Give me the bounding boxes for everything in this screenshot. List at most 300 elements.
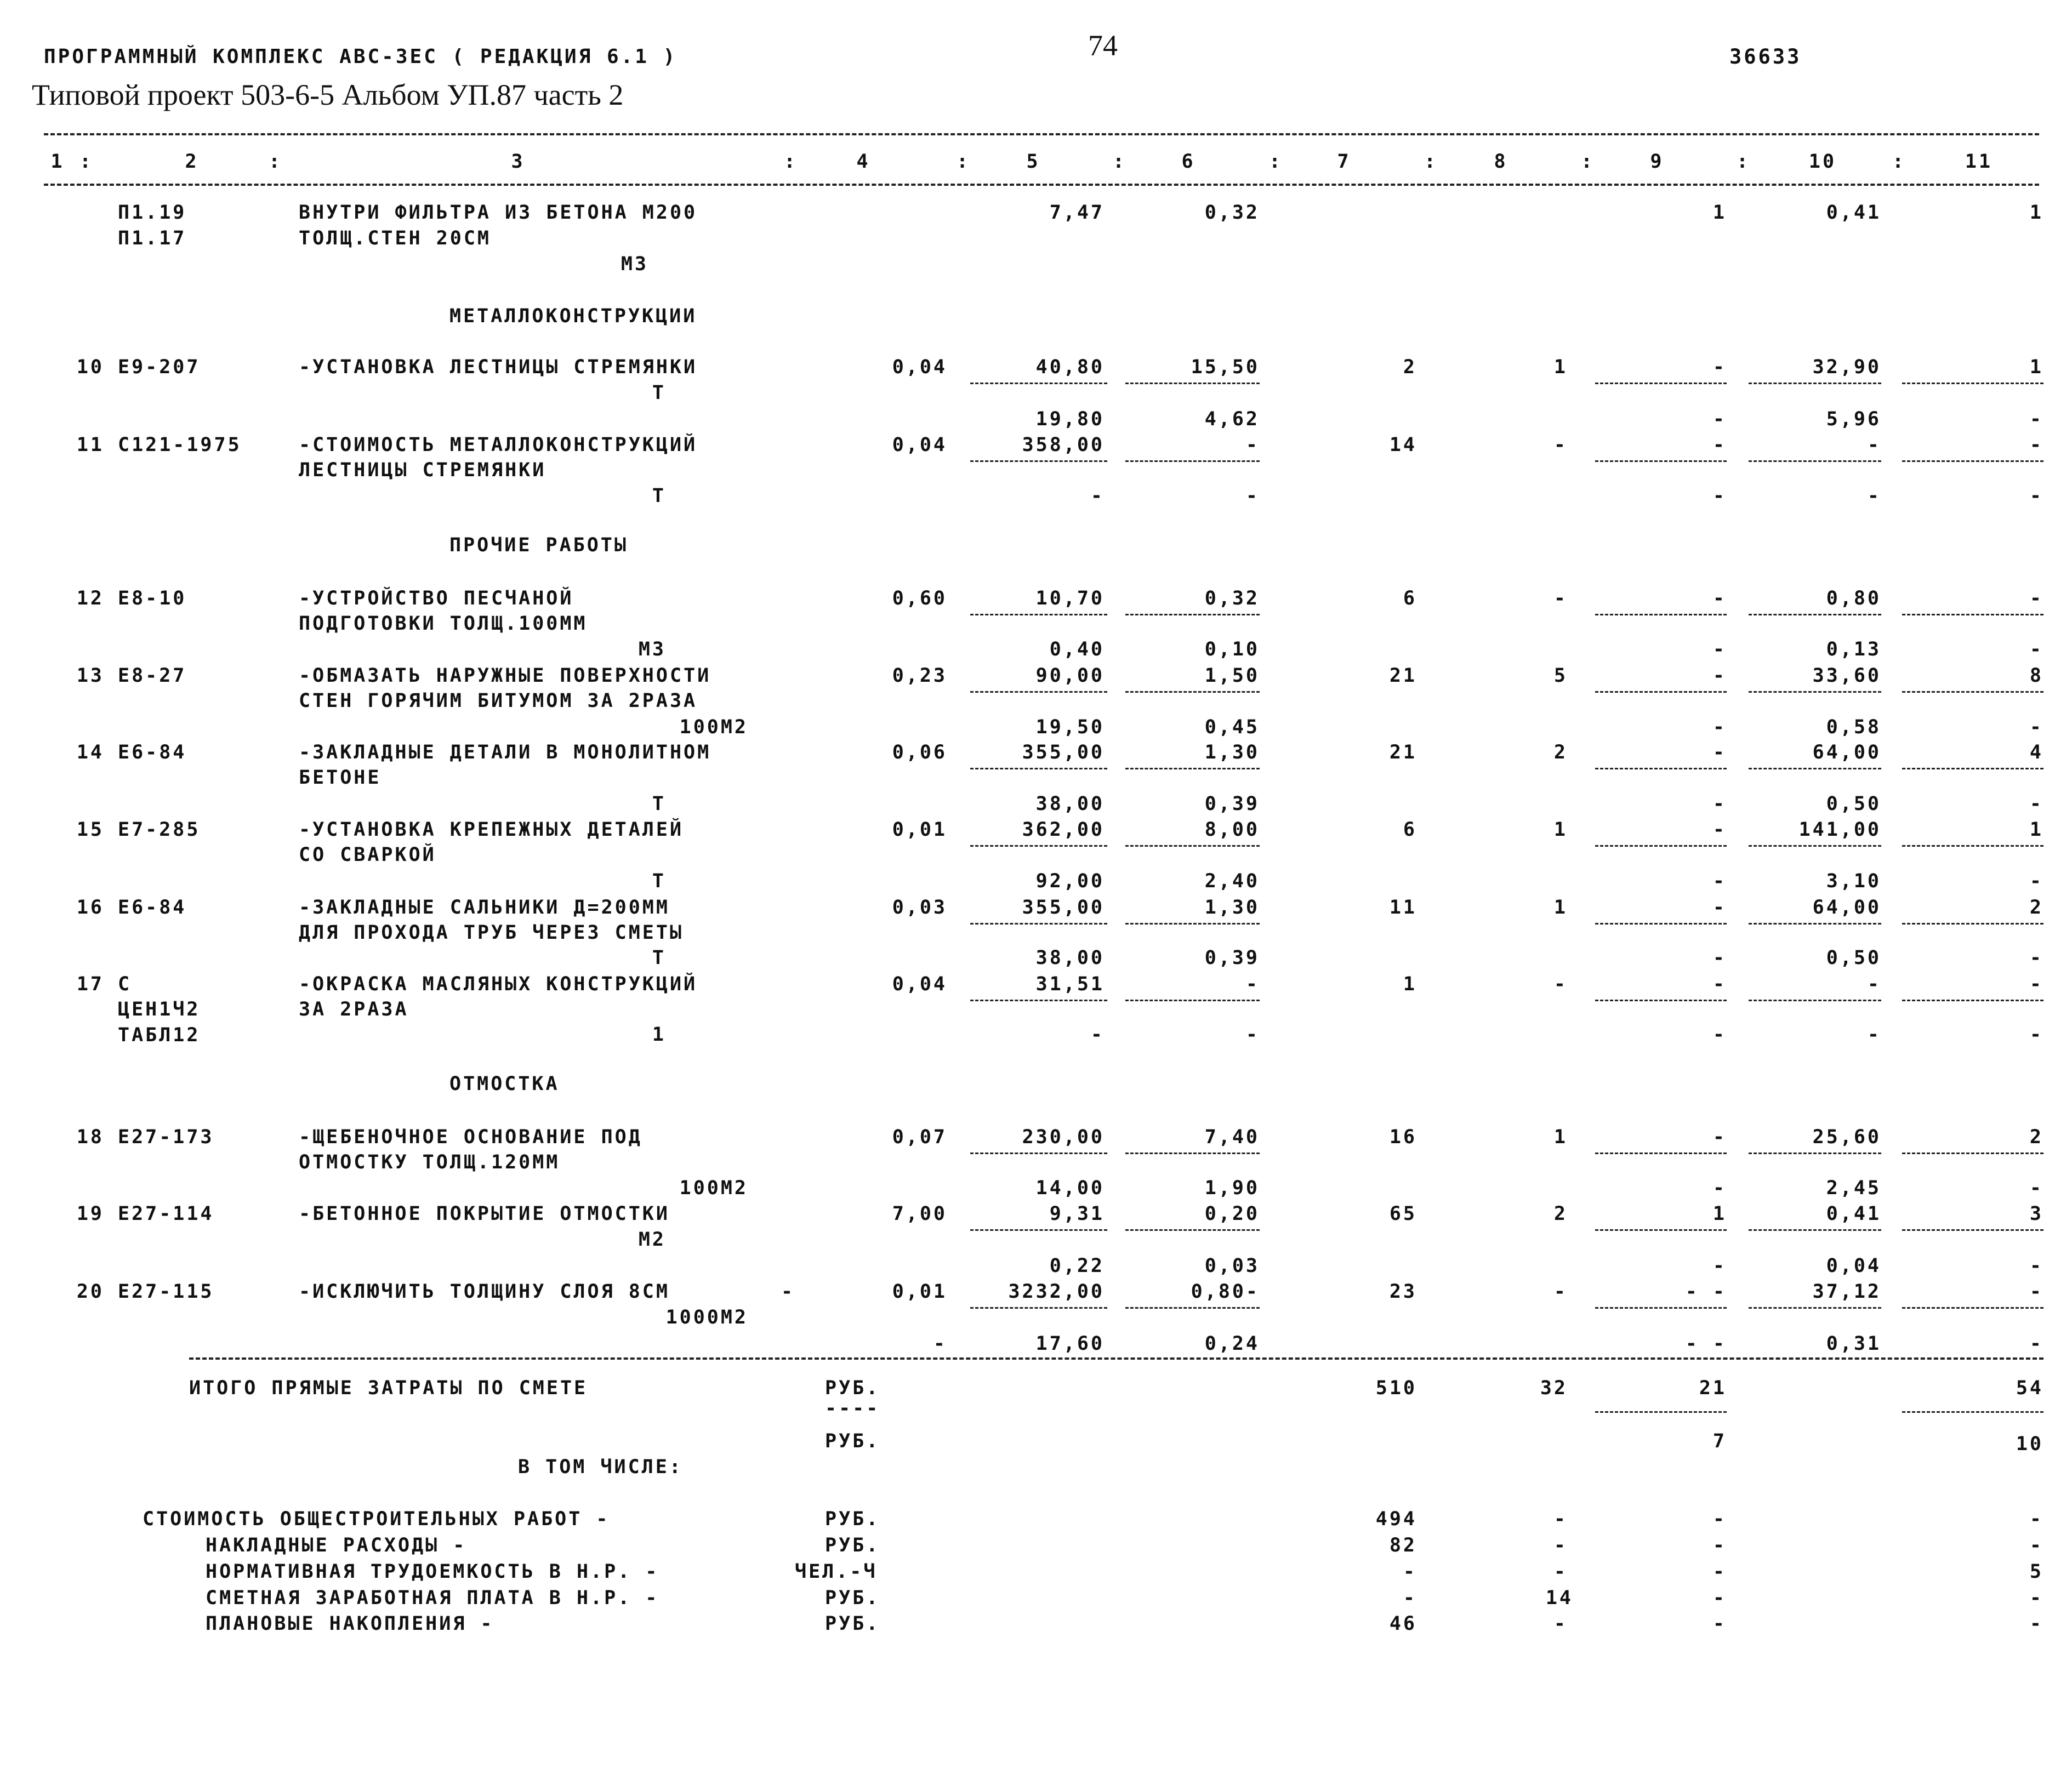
cell-sub-col11: - — [2029, 485, 2043, 507]
value-divider — [1125, 383, 1260, 384]
value-divider — [1902, 614, 2043, 615]
row-unit: 100М2 — [679, 1177, 748, 1199]
cell-col6: - — [1245, 973, 1260, 995]
header-rule-top — [44, 133, 2039, 135]
value-divider — [1749, 614, 1881, 615]
row-description: -ЗАКЛАДНЫЕ САЛЬНИКИ Д=200ММ — [299, 897, 670, 918]
cell-sub-col5: 17,60 — [1035, 1333, 1105, 1355]
cell-col6: 0,20 — [1204, 1203, 1260, 1225]
value-divider — [1595, 383, 1727, 384]
cell-col5: 355,00 — [1022, 741, 1105, 763]
cell-sub-col9: - — [1712, 870, 1727, 892]
cell-col7: 21 — [1389, 665, 1417, 687]
value-divider — [1595, 1153, 1727, 1154]
cell-col6: 0,32 — [1204, 202, 1260, 224]
column-separator: : — [269, 151, 283, 173]
cell-col5: 90,00 — [1035, 665, 1105, 687]
cell-sub-col10: 0,13 — [1826, 638, 1881, 660]
summary-label: СМЕТНАЯ ЗАРАБОТНАЯ ПЛАТА В Н.Р. - — [206, 1587, 659, 1609]
value-divider — [1595, 768, 1727, 769]
cell-sub-col5: 92,00 — [1035, 870, 1105, 892]
totals-label: ИТОГО ПРЯМЫЕ ЗАТРАТЫ ПО СМЕТЕ — [189, 1377, 588, 1399]
cell-col8: 1 — [1553, 819, 1568, 841]
cell-sub-col11: - — [2029, 1024, 2043, 1046]
row-unit: 1000М2 — [665, 1307, 748, 1328]
item-description: ВНУТРИ ФИЛЬТРА ИЗ БЕТОНА М200 — [299, 202, 698, 224]
summary-col11: 5 — [2029, 1561, 2043, 1583]
value-divider — [1902, 460, 2043, 462]
cell-sub-col9: - — [1712, 485, 1727, 507]
cell-col8: 1 — [1553, 356, 1568, 378]
cell-qty: 7,00 — [892, 1203, 947, 1225]
row-description: СО СВАРКОЙ — [299, 844, 436, 866]
value-divider — [1902, 1307, 2043, 1309]
value-divider — [970, 691, 1107, 693]
cell-col11: 8 — [2029, 665, 2043, 687]
row-description: ЛЕСТНИЦЫ СТРЕМЯНКИ — [299, 459, 547, 481]
cell-col6: 1,30 — [1204, 897, 1260, 918]
summary-label: НОРМАТИВНАЯ ТРУДОЕМКОСТЬ В Н.Р. - — [206, 1561, 659, 1583]
value-divider — [1595, 1229, 1727, 1231]
row-code: Е27-115 — [118, 1281, 214, 1303]
value-divider — [1902, 1000, 2043, 1001]
cell-col7: 6 — [1403, 819, 1417, 841]
row-description: ЗА 2РАЗА — [299, 999, 409, 1020]
column-separator: : — [1737, 151, 1751, 173]
summary-col7: 46 — [1389, 1613, 1417, 1635]
row-code: Е7-285 — [118, 819, 201, 841]
value-divider — [1125, 614, 1260, 615]
value-divider — [1902, 845, 2043, 847]
totals-col9-sub: 7 — [1712, 1430, 1727, 1452]
row-unit: 100М2 — [679, 716, 748, 738]
cell-sub-col11: - — [2029, 947, 2043, 969]
cell-col10: 141,00 — [1798, 819, 1881, 841]
cell-qty: 0,07 — [892, 1126, 947, 1148]
cell-sub-col9: - — [1712, 1024, 1727, 1046]
row-number: 11 — [76, 434, 104, 456]
totals-col11: 54 — [2016, 1377, 2043, 1399]
row-number: 14 — [76, 741, 104, 763]
cell-sub-col10: 3,10 — [1826, 870, 1881, 892]
cell-sub-col11: - — [2029, 716, 2043, 738]
cell-col8: 5 — [1553, 665, 1568, 687]
cell-sub-col6: 0,45 — [1204, 716, 1260, 738]
value-divider — [1595, 845, 1727, 847]
cell-sub-col6: 4,62 — [1204, 408, 1260, 430]
cell-col10: 0,41 — [1826, 1203, 1881, 1225]
cell-col11: 2 — [2029, 897, 2043, 918]
summary-col8: - — [1553, 1508, 1568, 1530]
value-divider — [970, 1229, 1107, 1231]
value-divider — [970, 923, 1107, 925]
row-code: Е8-10 — [118, 587, 187, 609]
cell-qty: 0,60 — [892, 587, 947, 609]
row-unit: Т — [652, 382, 666, 404]
summary-col7: - — [1403, 1587, 1417, 1609]
value-divider — [1595, 460, 1727, 462]
cell-col11: 3 — [2029, 1203, 2043, 1225]
cell-col9: - — [1712, 356, 1727, 378]
summary-unit: РУБ. — [825, 1613, 880, 1635]
cell-col7: 6 — [1403, 587, 1417, 609]
row-number: 16 — [76, 897, 104, 918]
totals-unit: РУБ. — [825, 1430, 880, 1452]
summary-col9: - — [1712, 1587, 1727, 1609]
value-divider — [1749, 1229, 1881, 1231]
cell-col5: 362,00 — [1022, 819, 1105, 841]
row-code: С — [118, 973, 132, 995]
row-number: 15 — [76, 819, 104, 841]
section-title: МЕТАЛЛОКОНСТРУКЦИИ — [449, 305, 697, 327]
row-unit: М3 — [638, 638, 666, 660]
value-divider — [1749, 383, 1881, 384]
cell-col5: 9,31 — [1049, 1203, 1105, 1225]
row-description: -ОКРАСКА МАСЛЯНЫХ КОНСТРУКЦИЙ — [299, 973, 698, 995]
column-header-5: 5 — [1026, 151, 1040, 173]
cell-sub-col9: - — [1712, 793, 1727, 815]
item-code: П1.19 — [118, 202, 187, 224]
row-code: Е9-207 — [118, 356, 201, 378]
value-divider — [1749, 1153, 1881, 1154]
cell-sub-col6: - — [1245, 485, 1260, 507]
cell-col10: - — [1867, 973, 1881, 995]
cell-col7: 1 — [1403, 973, 1417, 995]
value-divider — [1125, 460, 1260, 462]
column-header-10: 10 — [1808, 151, 1837, 173]
project-line: Типовой проект 503-6-5 Альбом УП.87 часть 2 — [32, 78, 624, 111]
value-divider — [970, 1307, 1107, 1309]
row-unit: 1 — [652, 1024, 666, 1046]
summary-col9: - — [1712, 1613, 1727, 1635]
row-code: ТАБЛ12 — [118, 1024, 201, 1046]
cell-col6: 0,32 — [1204, 587, 1260, 609]
cell-sub-col9: - — [1712, 408, 1727, 430]
cell-sub-col6: - — [1245, 1024, 1260, 1046]
cell-sub-col5: 19,80 — [1035, 408, 1105, 430]
row-description: -УСТАНОВКА ЛЕСТНИЦЫ СТРЕМЯНКИ — [299, 356, 698, 378]
value-divider — [1902, 691, 2043, 693]
cell-sub-col10: 0,04 — [1826, 1255, 1881, 1277]
cell-col6: 15,50 — [1191, 356, 1260, 378]
summary-label: НАКЛАДНЫЕ РАСХОДЫ - — [206, 1534, 467, 1556]
column-header-11: 11 — [1965, 151, 1993, 173]
row-code: Е27-173 — [118, 1126, 214, 1148]
value-divider — [1749, 1307, 1881, 1309]
cell-col6: - — [1245, 434, 1260, 456]
cell-col8: 2 — [1553, 741, 1568, 763]
row-unit: Т — [652, 870, 666, 892]
value-divider — [1902, 1229, 2043, 1231]
cell-col10: 37,12 — [1812, 1281, 1881, 1303]
cell-col8: 1 — [1553, 897, 1568, 918]
summary-label: СТОИМОСТЬ ОБЩЕСТРОИТЕЛЬНЫХ РАБОТ - — [143, 1508, 610, 1530]
cell-sub-col11: - — [2029, 1255, 2043, 1277]
row-unit: Т — [652, 793, 666, 815]
cell-col10: 64,00 — [1812, 897, 1881, 918]
cell-col7: 23 — [1389, 1281, 1417, 1303]
summary-col11: - — [2029, 1613, 2043, 1635]
cell-col10: 32,90 — [1812, 356, 1881, 378]
cell-col5: 3232,00 — [1008, 1281, 1105, 1303]
cell-sub-col6: 2,40 — [1204, 870, 1260, 892]
row-description: -БЕТОННОЕ ПОКРЫТИЕ ОТМОСТКИ — [299, 1203, 670, 1225]
summary-unit: РУБ. — [825, 1534, 880, 1556]
cell-col10: 33,60 — [1812, 665, 1881, 687]
section-title: ОТМОСТКА — [449, 1073, 560, 1095]
value-divider — [1749, 768, 1881, 769]
column-header-7: 7 — [1337, 151, 1351, 173]
cell-sub-col5: 14,00 — [1035, 1177, 1105, 1199]
value-divider — [970, 845, 1107, 847]
cell-col7: 65 — [1389, 1203, 1417, 1225]
summary-col8: 14 — [1545, 1587, 1573, 1609]
cell-sub-col10: - — [1867, 1024, 1881, 1046]
cell-col7: 11 — [1389, 897, 1417, 918]
cell-sub-col11: - — [2029, 408, 2043, 430]
cell-sub-col5: - — [1090, 485, 1105, 507]
cell-sub-col11: - — [2029, 870, 2043, 892]
cell-sub-col5: 0,22 — [1049, 1255, 1105, 1277]
summary-col7: 82 — [1389, 1534, 1417, 1556]
totals-rule — [189, 1357, 2043, 1360]
cell-sub-col11: - — [2029, 1177, 2043, 1199]
value-divider — [1749, 1000, 1881, 1001]
cell-col11: 1 — [2029, 819, 2043, 841]
summary-col8: - — [1553, 1534, 1568, 1556]
cell-col7: 2 — [1403, 356, 1417, 378]
row-code: ЦЕН1Ч2 — [118, 999, 201, 1020]
item-code: П1.17 — [118, 227, 187, 249]
cell-col9: - - — [1685, 1281, 1727, 1303]
value-divider — [1595, 691, 1727, 693]
value-divider — [970, 383, 1107, 384]
cell-sub-col10: 0,31 — [1826, 1333, 1881, 1355]
column-header-2: 2 — [185, 151, 199, 173]
cell-sub-col6: 0,24 — [1204, 1333, 1260, 1355]
cell-sub-col6: 1,90 — [1204, 1177, 1260, 1199]
totals-unit: РУБ. — [825, 1377, 880, 1399]
column-separator: : — [1581, 151, 1595, 173]
cell-sub-col10: - — [1867, 485, 1881, 507]
cell-qty: 0,01 — [892, 1281, 947, 1303]
row-description: -УСТРОЙСТВО ПЕСЧАНОЙ — [299, 587, 574, 609]
value-divider — [1749, 845, 1881, 847]
cell-col9: - — [1712, 897, 1727, 918]
cell-sub-col11: - — [2029, 1333, 2043, 1355]
column-header-4: 4 — [856, 151, 870, 173]
cell-qty: 0,01 — [892, 819, 947, 841]
cell-col9: 1 — [1712, 1203, 1727, 1225]
summary-unit: ЧЕЛ.-Ч — [795, 1561, 878, 1583]
cell-col9: - — [1712, 741, 1727, 763]
cell-qty: 0,23 — [892, 665, 947, 687]
column-header-1: 1 — [50, 151, 65, 173]
summary-label: ПЛАНОВЫЕ НАКОПЛЕНИЯ - — [206, 1613, 494, 1635]
row-description: БЕТОНЕ — [299, 767, 382, 789]
totals-col9: 21 — [1699, 1377, 1727, 1399]
cell-sub-col9: - - — [1685, 1333, 1727, 1355]
row-code: Е8-27 — [118, 665, 187, 687]
cell-sub-col10: 0,50 — [1826, 793, 1881, 815]
column-separator: : — [1269, 151, 1283, 173]
value-divider — [1749, 460, 1881, 462]
column-header-6: 6 — [1181, 151, 1196, 173]
value-divider — [970, 1153, 1107, 1154]
cell-col11: - — [2029, 1281, 2043, 1303]
cell-col8: 1 — [1553, 1126, 1568, 1148]
cell-col10: 64,00 — [1812, 741, 1881, 763]
cell-col5: 7,47 — [1049, 202, 1105, 224]
item-description: ТОЛЩ.СТЕН 20СМ — [299, 227, 492, 249]
cell-col9: - — [1712, 587, 1727, 609]
row-description: -ОБМАЗАТЬ НАРУЖНЫЕ ПОВЕРХНОСТИ — [299, 665, 711, 687]
cell-col9: 1 — [1712, 202, 1727, 224]
row-number: 10 — [76, 356, 104, 378]
summary-col11: - — [2029, 1508, 2043, 1530]
value-divider — [1902, 1153, 2043, 1154]
value-divider — [970, 460, 1107, 462]
row-number: 20 — [76, 1281, 104, 1303]
cell-col8: - — [1553, 587, 1568, 609]
cell-qty: 0,04 — [892, 434, 947, 456]
cell-col10: 25,60 — [1812, 1126, 1881, 1148]
cell-col10: - — [1867, 434, 1881, 456]
cell-col7: 14 — [1389, 434, 1417, 456]
cell-col10: 0,80 — [1826, 587, 1881, 609]
cell-sub-col10: 0,58 — [1826, 716, 1881, 738]
value-divider — [1749, 923, 1881, 925]
cell-col9: - — [1712, 819, 1727, 841]
summary-unit: РУБ. — [825, 1587, 880, 1609]
summary-col7: - — [1403, 1561, 1417, 1583]
section-title: ПРОЧИЕ РАБОТЫ — [449, 534, 628, 556]
column-header-3: 3 — [511, 151, 525, 173]
column-header-8: 8 — [1494, 151, 1508, 173]
column-separator: : — [1113, 151, 1127, 173]
summary-col11: - — [2029, 1587, 2043, 1609]
cell-sub-col5: 38,00 — [1035, 793, 1105, 815]
cell-sub-col5: - — [1090, 1024, 1105, 1046]
cell-col6: 8,00 — [1204, 819, 1260, 841]
value-divider — [1595, 1000, 1727, 1001]
value-divider — [1595, 614, 1727, 615]
cell-sub-col9: - — [1712, 638, 1727, 660]
cell-col6: 1,50 — [1204, 665, 1260, 687]
cell-col11: 1 — [2029, 356, 2043, 378]
value-divider — [1902, 383, 2043, 384]
cell-sub-col5: 19,50 — [1035, 716, 1105, 738]
summary-col9: - — [1712, 1508, 1727, 1530]
cell-col7: 21 — [1389, 741, 1417, 763]
cell-sub-col6: 0,39 — [1204, 793, 1260, 815]
column-separator: : — [784, 151, 798, 173]
cell-sub-col10: 5,96 — [1826, 408, 1881, 430]
row-number: 13 — [76, 665, 104, 687]
row-number: 19 — [76, 1203, 104, 1225]
cell-col5: 358,00 — [1022, 434, 1105, 456]
value-divider — [970, 768, 1107, 769]
cell-col5: 230,00 — [1022, 1126, 1105, 1148]
row-number: 17 — [76, 973, 104, 995]
cell-sub-col9: - — [1712, 947, 1727, 969]
cell-qty: 0,04 — [892, 356, 947, 378]
cell-sub-col6: 0,10 — [1204, 638, 1260, 660]
row-unit: Т — [652, 947, 666, 969]
cell-col5: 31,51 — [1035, 973, 1105, 995]
cell-col5: 355,00 — [1022, 897, 1105, 918]
cell-sub-col9: - — [1712, 716, 1727, 738]
cell-col7: 16 — [1389, 1126, 1417, 1148]
doc-number: 36633 — [1729, 45, 1802, 69]
cell-col5: 40,80 — [1035, 356, 1105, 378]
cell-col8: 2 — [1553, 1203, 1568, 1225]
cell-sub-col10: 0,50 — [1826, 947, 1881, 969]
cell-col6: 0,80- — [1191, 1281, 1260, 1303]
cell-col5: 10,70 — [1035, 587, 1105, 609]
row-description: -ЩЕБЕНОЧНОЕ ОСНОВАНИЕ ПОД — [299, 1126, 642, 1148]
value-divider — [1125, 1307, 1260, 1309]
cell-col9: - — [1712, 1126, 1727, 1148]
row-unit: Т — [652, 485, 666, 507]
row-code: Е6-84 — [118, 897, 187, 918]
row-description: -ИСКЛЮЧИТЬ ТОЛЩИНУ СЛОЯ 8СМ — [299, 1281, 670, 1303]
value-divider — [1595, 1307, 1727, 1309]
column-separator: : — [1892, 151, 1906, 173]
summary-col9: - — [1712, 1534, 1727, 1556]
cell-col6: 1,30 — [1204, 741, 1260, 763]
row-description: ПОДГОТОВКИ ТОЛЩ.100ММ — [299, 613, 588, 635]
totals-col11-sub: 10 — [2016, 1433, 2043, 1455]
totals-divider — [1902, 1411, 2043, 1413]
including-label: В ТОМ ЧИСЛЕ: — [518, 1456, 683, 1478]
cell-qty: 0,06 — [892, 741, 947, 763]
summary-col8: - — [1553, 1613, 1568, 1635]
column-separator: : — [79, 151, 94, 173]
value-divider — [1125, 845, 1260, 847]
totals-col7: 510 — [1375, 1377, 1417, 1399]
value-divider — [1125, 1153, 1260, 1154]
cell-sub-qty: - — [933, 1333, 947, 1355]
summary-unit: РУБ. — [825, 1508, 880, 1530]
row-dash: - — [781, 1281, 795, 1303]
header-rule-bottom — [44, 184, 2039, 186]
cell-col9: - — [1712, 665, 1727, 687]
row-description: -УСТАНОВКА КРЕПЕЖНЫХ ДЕТАЛЕЙ — [299, 819, 684, 841]
row-number: 18 — [76, 1126, 104, 1148]
row-description: ДЛЯ ПРОХОДА ТРУБ ЧЕРЕЗ СМЕТЫ — [299, 922, 684, 944]
value-divider — [970, 614, 1107, 615]
cell-col8: - — [1553, 973, 1568, 995]
row-description: -СТОИМОСТЬ МЕТАЛЛОКОНСТРУКЦИЙ — [299, 434, 698, 456]
item-unit: М3 — [621, 253, 648, 275]
column-header-9: 9 — [1650, 151, 1664, 173]
value-divider — [1125, 691, 1260, 693]
row-description: СТЕН ГОРЯЧИМ БИТУМОМ ЗА 2РАЗА — [299, 690, 698, 712]
cell-col9: - — [1712, 434, 1727, 456]
value-divider — [1749, 691, 1881, 693]
cell-col9: - — [1712, 973, 1727, 995]
row-description: ОТМОСТКУ ТОЛЩ.120ММ — [299, 1151, 560, 1173]
cell-sub-col5: 0,40 — [1049, 638, 1105, 660]
value-divider — [1902, 923, 2043, 925]
page-number: 74 — [1088, 29, 1118, 62]
cell-col11: - — [2029, 973, 2043, 995]
value-divider — [1125, 1229, 1260, 1231]
cell-sub-col6: 0,39 — [1204, 947, 1260, 969]
cell-col10: 0,41 — [1826, 202, 1881, 224]
cell-col11: - — [2029, 587, 2043, 609]
